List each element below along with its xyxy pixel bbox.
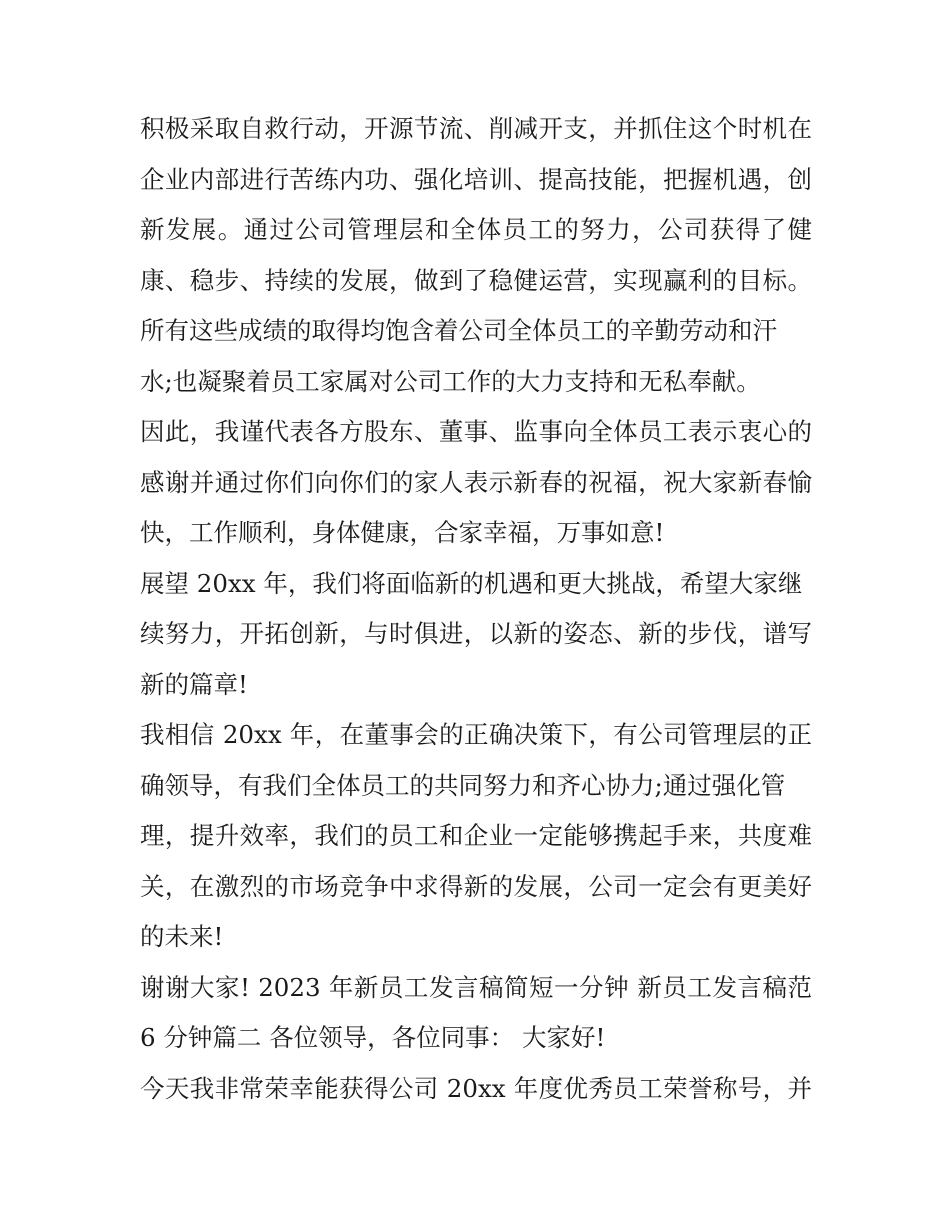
text-line: 因此，我谨代表各方股东、董事、监事向全体员工表示衷心的: [140, 417, 812, 446]
text-line: 我相信 20xx 年，在董事会的正确决策下，有公司管理层的正: [140, 720, 812, 749]
text-line: 展望 20xx 年，我们将面临新的机遇和更大挑战，希望大家继: [140, 568, 803, 598]
text-line: 企业内部进行苦练内功、强化培训、提高技能，把握机遇，创: [140, 164, 812, 194]
text-line: 新发展。通过公司管理层和全体员工的努力，公司获得了健: [140, 215, 812, 244]
text-line: 感谢并通过你们向你们的家人表示新春的祝福，祝大家新春愉: [140, 467, 812, 497]
text-line: 6 分钟篇二 各位领导，各位同事： 大家好!: [140, 1023, 606, 1052]
text-line: 康、稳步、持续的发展，做到了稳健运营，实现赢利的目标。: [140, 265, 812, 295]
text-line: 所有这些成绩的取得均饱含着公司全体员工的辛勤劳动和汗: [140, 316, 777, 345]
text-line: 的未来!: [140, 922, 224, 951]
body-text: [140, 104, 812, 1114]
text-line: 确领导，有我们全体员工的共同努力和齐心协力;通过强化管: [140, 770, 786, 800]
text-line: 积极采取自救行动，开源节流、削减开支，并抓住这个时机在: [140, 114, 812, 143]
text-line: 新的篇章!: [140, 669, 248, 699]
text-line: 续努力，开拓创新，与时俱进，以新的姿态、新的步伐，谱写: [140, 619, 812, 648]
text-line: 今天我非常荣幸能获得公司 20xx 年度优秀员工荣誉称号，并: [140, 1073, 812, 1103]
text-line: 谢谢大家! 2023 年新员工发言稿简短一分钟 新员工发言稿范: [140, 972, 812, 1002]
text-line: 关，在激烈的市场竞争中求得新的发展，公司一定会有更美好: [140, 871, 812, 901]
text-line: 快，工作顺利，身体健康，合家幸福，万事如意!: [140, 518, 665, 547]
text-line: 水;也凝聚着员工家属对公司工作的大力支持和无私奉献。: [140, 366, 761, 396]
text-line: 理，提升效率，我们的员工和企业一定能够携起手来，共度难: [140, 821, 812, 850]
